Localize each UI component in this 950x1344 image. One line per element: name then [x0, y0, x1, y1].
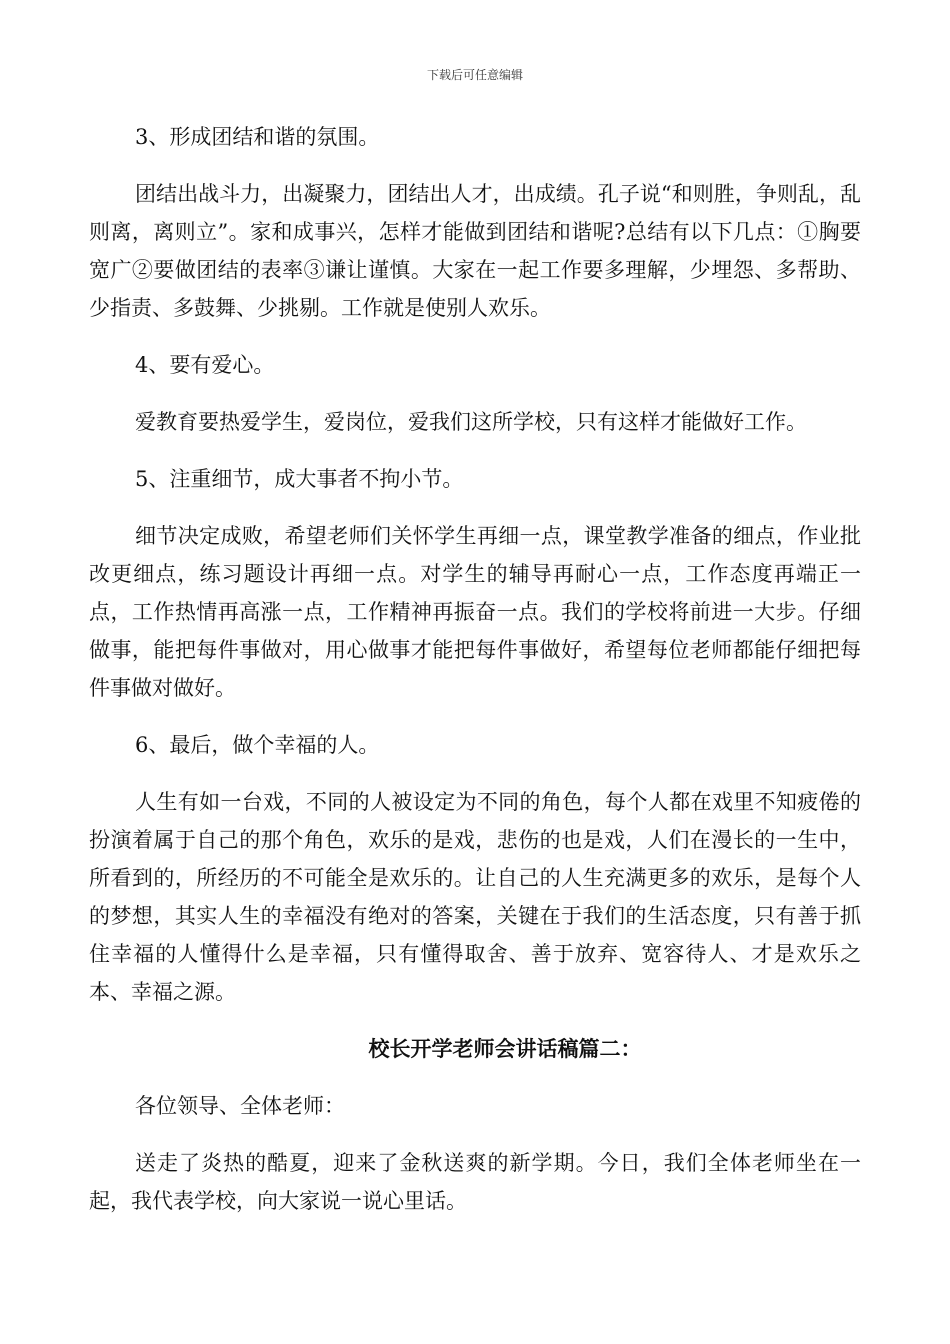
document-body — [89, 118, 861, 1239]
paragraph-details: 细节决定成败，希望老师们关怀学生再细一点，课堂教学准备的细点，作业批改更细点，练习题设计再细一点。对学生的辅导再耐心一点，工作态度再端正一点，工作热情再高涨一点，工作精神再振奋一点。我们的学校将前进一大步。仔细做事，能把每件事做对，用心做事才能把每件事做好，希望每位老师都能仔细把每件事做对做好。 — [89, 524, 861, 700]
header-note: 下载后可任意编辑 — [426, 68, 523, 82]
section-heading-4: 4、要有爱心。 — [135, 353, 275, 377]
speech-title-part-two: 校长开学老师会讲话稿篇二： — [368, 1036, 642, 1061]
paragraph-unity: 团结出战斗力，出凝聚力，团结出人才，出成绩。孔子说“和则胜，争则乱，乱则离，离则立”。家和成事兴，怎样才能做到团结和谐呢?总结有以下几点：①胸要宽广②要做团结的表率③谦让谨慎。大家在一起工作要多理解，少埋怨、多帮助、少指责、多鼓舞、少挑剔。工作就是使别人欢乐。 — [89, 182, 861, 320]
salutation: 各位领导、全体老师： — [135, 1094, 345, 1118]
paragraph-opening: 送走了炎热的酷夏，迎来了金秋送爽的新学期。今日，我们全体老师坐在一起，我代表学校，向大家说一说心里话。 — [89, 1151, 861, 1213]
paragraph-love: 爱教育要热爱学生，爱岗位，爱我们这所学校，只有这样才能做好工作。 — [135, 410, 807, 434]
paragraph-happiness: 人生有如一台戏，不同的人被设定为不同的角色，每个人都在戏里不知疲倦的扮演着属于自己的那个角色，欢乐的是戏，悲伤的也是戏，人们在漫长的一生中，所看到的，所经历的不可能全是欢乐的。让自己的人生充满更多的欢乐，是每个人的梦想，其实人生的幸福没有绝对的答案，关键在于我们的生活态度，只有善于抓住幸福的人懂得什么是幸福，只有懂得取舍、善于放弃、宽容待人、才是欢乐之本、幸福之源。 — [89, 790, 861, 1004]
section-heading-5: 5、注重细节，成大事者不拘小节。 — [135, 467, 464, 491]
section-heading-6: 6、最后，做个幸福的人。 — [135, 733, 380, 757]
section-heading-3: 3、形成团结和谐的氛围。 — [135, 125, 380, 149]
